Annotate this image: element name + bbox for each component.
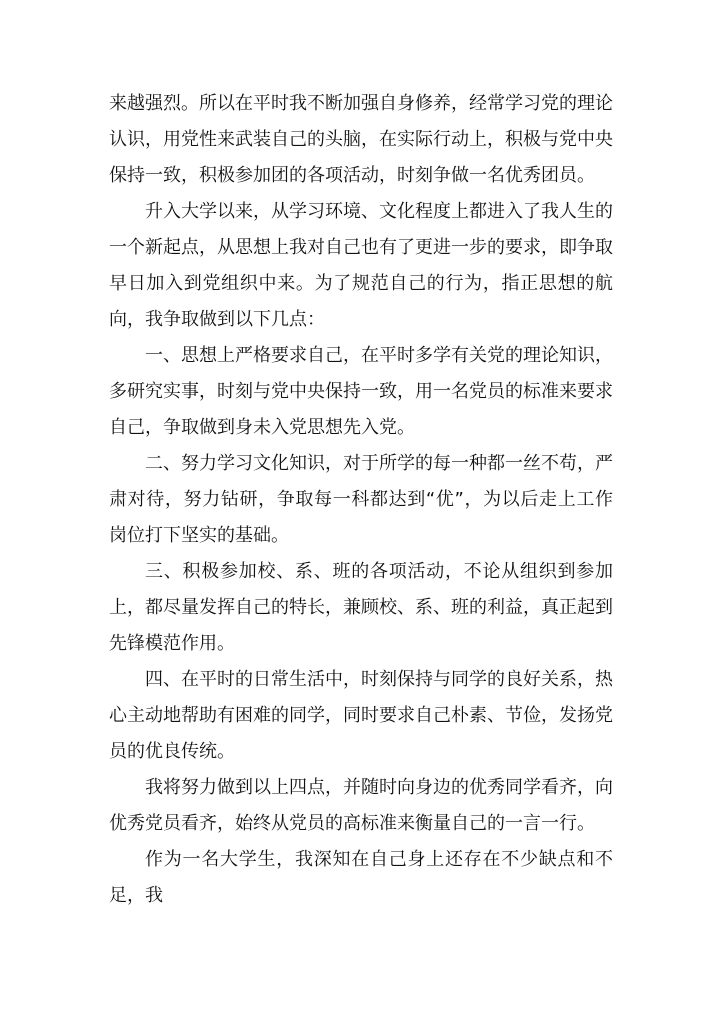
paragraph-commitment: 我将努力做到以上四点，并随时向身边的优秀同学看齐，向优秀党员看齐，始终从党员的高标准来衡量自己的一言一行。	[109, 777, 613, 834]
paragraph-point-four: 四、在平时的日常生活中，时刻保持与同学的良好关系，热心主动地帮助有困难的同学，同时要求自己朴素、节俭，发扬党员的优良传统。	[109, 669, 613, 762]
paragraph-point-three: 三、积极参加校、系、班的各项活动，不论从组织到参加上，都尽量发挥自己的特长，兼顾校、系、班的利益，真正起到先锋模范作用。	[109, 561, 613, 654]
paragraph-point-one: 一、思想上严格要求自己，在平时多学有关党的理论知识，多研究实事，时刻与党中央保持一致，用一名党员的标准来要求自己，争取做到身未入党思想先入党。	[109, 345, 613, 438]
document-body	[109, 86, 613, 914]
paragraph-shortcomings: 作为一名大学生，我深知在自己身上还存在不少缺点和不足，我	[109, 849, 613, 906]
paragraph-point-two: 二、努力学习文化知识，对于所学的每一种都一丝不苟，严肃对待，努力钻研，争取每一科都达到“优”，为以后走上工作岗位打下坚实的基础。	[109, 453, 613, 546]
paragraph-continuation: 来越强烈。所以在平时我不断加强自身修养，经常学习党的理论认识，用党性来武装自己的头脑，在实际行动上，积极与党中央保持一致，积极参加团的各项活动，时刻争做一名优秀团员。	[109, 93, 613, 186]
paragraph-university-start: 升入大学以来，从学习环境、文化程度上都进入了我人生的一个新起点，从思想上我对自己也有了更进一步的要求，即争取早日加入到党组织中来。为了规范自己的行为，指正思想的航向，我争取做到以下几点：	[109, 201, 613, 330]
